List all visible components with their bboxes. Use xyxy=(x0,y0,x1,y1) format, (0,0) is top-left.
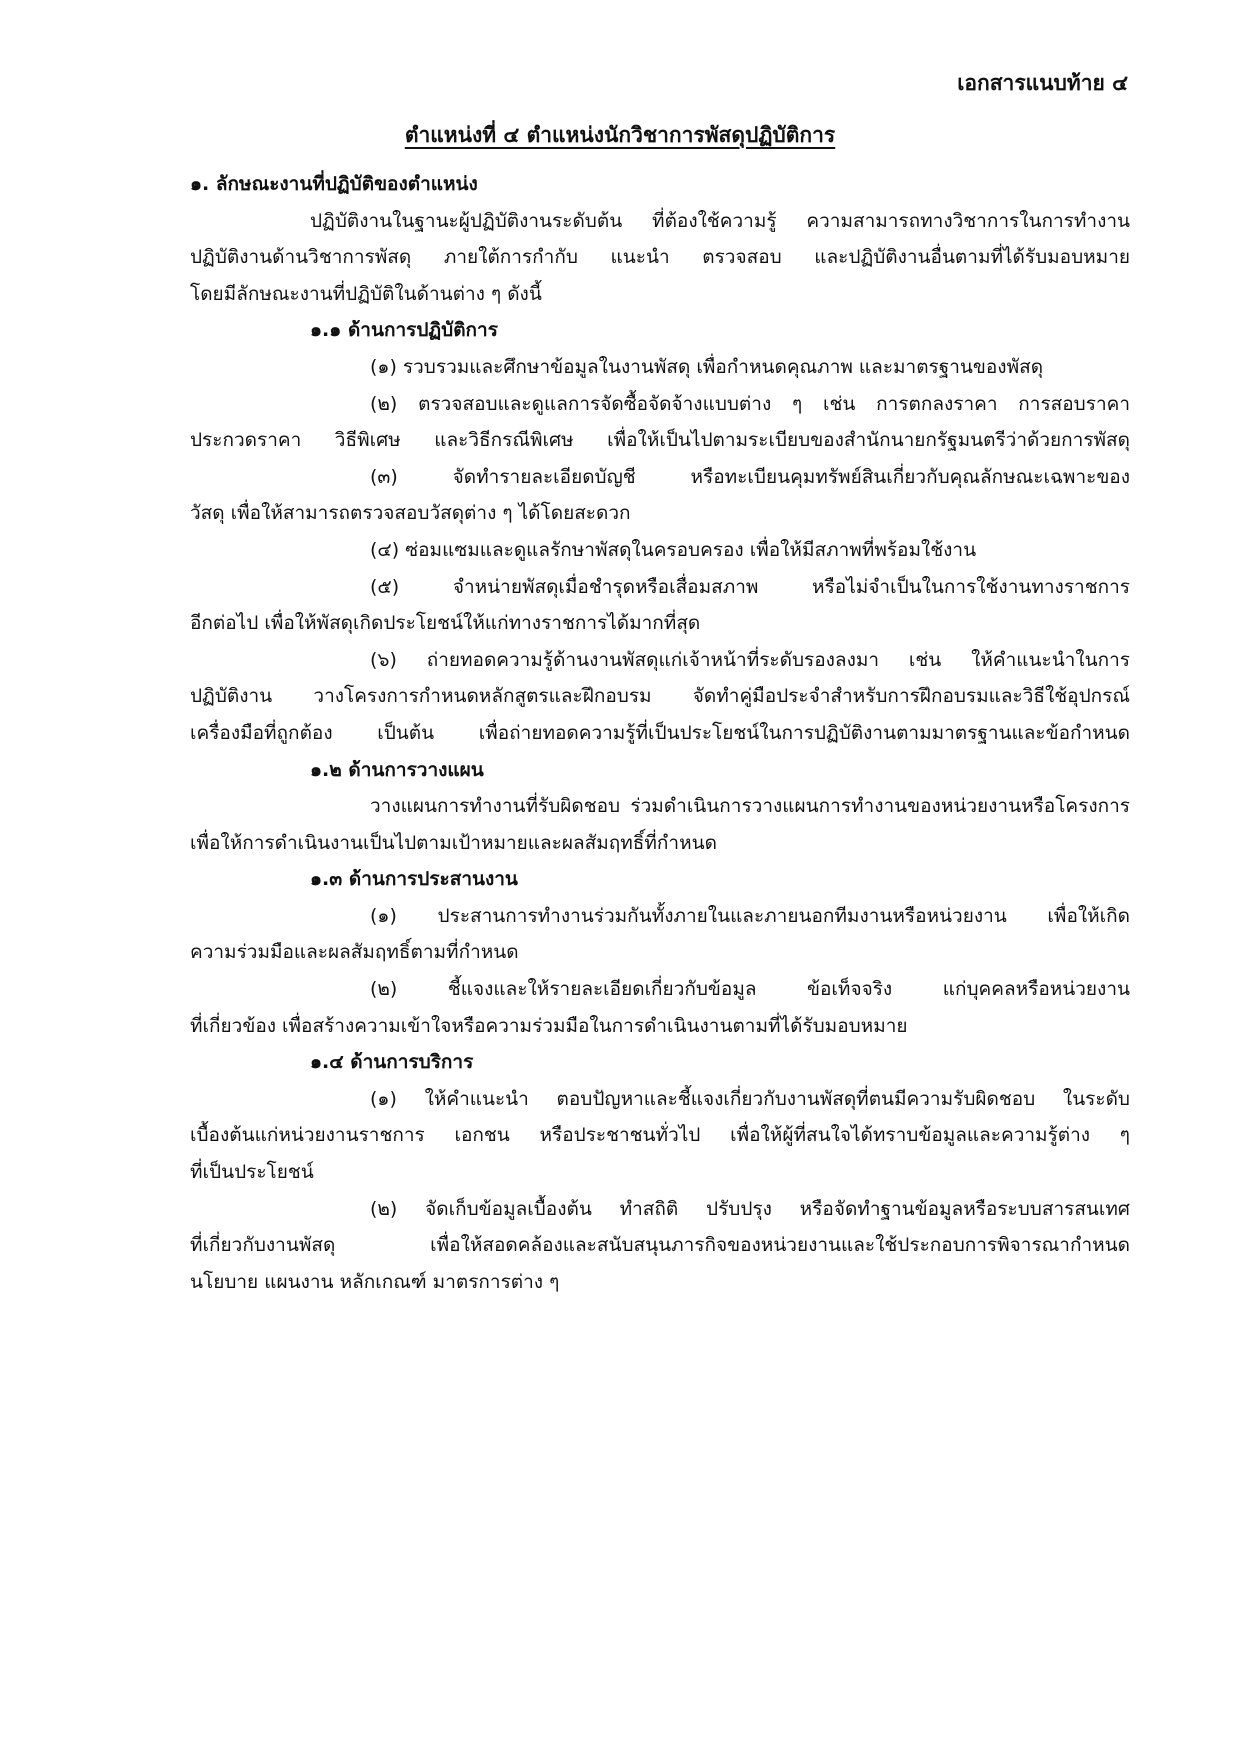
body-text-line: ปฏิบัติงาน วางโครงการกำหนดหลักสูตรและฝึกอบรม จัดทำคู่มือประจำสำหรับการฝึกอบรมและวิธีใช้อุปกรณ์ xyxy=(190,685,1130,708)
body-text-line: วัสดุ เพื่อให้สามารถตรวจสอบวัสดุต่าง ๆ ได้โดยสะดวก xyxy=(190,502,631,525)
body-text-line: ที่เกี่ยวกับงานพัสดุ เพื่อให้สอดคล้องและสนับสนุนภารกิจของหน่วยงานและใช้ประกอบการพิจารณากำหนด xyxy=(190,1234,1130,1257)
body-text-line: (๒) ตรวจสอบและดูแลการจัดซื้อจัดจ้างแบบต่าง ๆ เช่น การตกลงราคา การสอบราคา xyxy=(370,392,1130,415)
body-text-line: (๒) ชี้แจงและให้รายละเอียดเกี่ยวกับข้อมูล ข้อเท็จจริง แก่บุคคลหรือหน่วยงาน xyxy=(370,978,1130,1001)
body-text-line: (๕) จำหน่ายพัสดุเมื่อชำรุดหรือเสื่อมสภาพ หรือไม่จำเป็นในการใช้งานทางราชการ xyxy=(370,575,1130,598)
body-text-line: (๑) ให้คำแนะนำ ตอบปัญหาและชี้แจงเกี่ยวกับงานพัสดุที่ตนมีความรับผิดชอบ ในระดับ xyxy=(370,1087,1130,1110)
annex-label: เอกสารแนบท้าย ๔ xyxy=(957,71,1128,95)
body-text-line: (๑) รวบรวมและศึกษาข้อมูลในงานพัสดุ เพื่อกำหนดคุณภาพ และมาตรฐานของพัสดุ xyxy=(370,355,1044,378)
body-text-line: (๔) ซ่อมแซมและดูแลรักษาพัสดุในครอบครอง เพื่อให้มีสภาพที่พร้อมใช้งาน xyxy=(370,538,977,561)
body-text-line: ประกวดราคา วิธีพิเศษ และวิธีกรณีพิเศษ เพื่อให้เป็นไปตามระเบียบของสำนักนายกรัฐมนตรีว่าด้วยการพัสดุ xyxy=(190,429,1130,452)
body-text-line: ปฏิบัติงานในฐานะผู้ปฏิบัติงานระดับต้น ที่ต้องใช้ความรู้ ความสามารถทางวิชาการในการทำงาน xyxy=(310,209,1130,232)
body-text-line: เพื่อให้การดำเนินงานเป็นไปตามเป้าหมายและผลสัมฤทธิ์ที่กำหนด xyxy=(190,831,717,854)
document-body xyxy=(190,166,1130,1300)
body-text-line: ที่เกี่ยวข้อง เพื่อสร้างความเข้าใจหรือความร่วมมือในการดำเนินงานตามที่ได้รับมอบหมาย xyxy=(190,1014,908,1037)
section-heading: ๑.๓ ด้านการประสานงาน xyxy=(310,868,518,891)
section-heading: ๑.๑ ด้านการปฏิบัติการ xyxy=(310,319,498,342)
body-text-line: เบื้องต้นแก่หน่วยงานราชการ เอกชน หรือประชาชนทั่วไป เพื่อให้ผู้ที่สนใจได้ทราบข้อมูลและความรู้ต่าง ๆ xyxy=(190,1124,1130,1147)
body-text-line: (๑) ประสานการทำงานร่วมกันทั้งภายในและภายนอกทีมงานหรือหน่วยงาน เพื่อให้เกิด xyxy=(370,904,1130,927)
body-text-line: โดยมีลักษณะงานที่ปฏิบัติในด้านต่าง ๆ ดังนี้ xyxy=(190,282,542,305)
body-text-line: ความร่วมมือและผลสัมฤทธิ์ตามที่กำหนด xyxy=(190,941,519,964)
section-heading: ๑.๒ ด้านการวางแผน xyxy=(310,758,484,781)
body-text-line: อีกต่อไป เพื่อให้พัสดุเกิดประโยชน์ให้แก่ทางราชการได้มากที่สุด xyxy=(190,612,701,635)
body-text-line: (๒) จัดเก็บข้อมูลเบื้องต้น ทำสถิติ ปรับปรุง หรือจัดทำฐานข้อมูลหรือระบบสารสนเทศ xyxy=(370,1197,1130,1220)
body-text-line: (๖) ถ่ายทอดความรู้ด้านงานพัสดุแก่เจ้าหน้าที่ระดับรองลงมา เช่น ให้คำแนะนำในการ xyxy=(370,648,1130,671)
document-title: ตำแหน่งที่ ๔ ตำแหน่งนักวิชาการพัสดุปฏิบัติการ xyxy=(404,123,836,147)
body-text-line: ปฏิบัติงานด้านวิชาการพัสดุ ภายใต้การกำกับ แนะนำ ตรวจสอบ และปฏิบัติงานอื่นตามที่ได้รับมอบหมาย xyxy=(190,246,1130,269)
section-heading: ๑.๔ ด้านการบริการ xyxy=(310,1051,474,1074)
section-heading: ๑. ลักษณะงานที่ปฏิบัติของตำแหน่ง xyxy=(190,173,478,195)
body-text-line: นโยบาย แผนงาน หลักเกณฑ์ มาตรการต่าง ๆ xyxy=(190,1270,560,1293)
body-text-line: วางแผนการทำงานที่รับผิดชอบ ร่วมดำเนินการวางแผนการทำงานของหน่วยงานหรือโครงการ xyxy=(370,795,1130,818)
body-text-line: (๓) จัดทำรายละเอียดบัญชี หรือทะเบียนคุมทรัพย์สินเกี่ยวกับคุณลักษณะเฉพาะของ xyxy=(370,465,1130,488)
body-text-line: ที่เป็นประโยชน์ xyxy=(190,1161,314,1184)
body-text-line: เครื่องมือที่ถูกต้อง เป็นต้น เพื่อถ่ายทอดความรู้ที่เป็นประโยชน์ในการปฏิบัติงานตามมาตรฐานและข้อกำหนด xyxy=(190,721,1130,744)
